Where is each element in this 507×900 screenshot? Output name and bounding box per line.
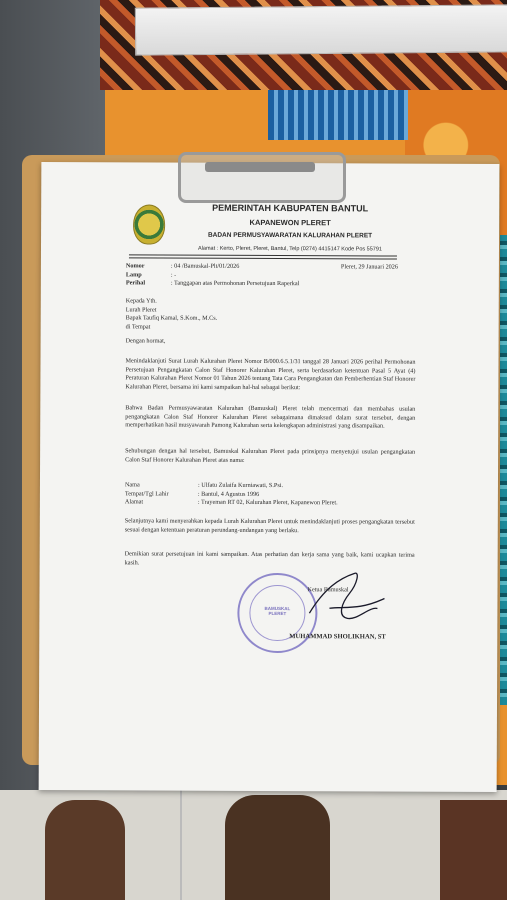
recipient-line3: Bapak Taufiq Kamal, S.Kom., M.Cs. bbox=[125, 314, 218, 322]
paragraph-4: Selanjutnya kami menyerahkan kepada Lurah Kalurahan Pleret untuk menindaklanjuti proses pengangkatan tersebut sesuai dengan ketentuan peraturan perundang-undangan yang berlaku. bbox=[124, 517, 415, 534]
paragraph-2: Bahwa Badan Permusyawaratan Kalurahan (Bamuskal) Pleret telah mencermati dan membahas usulan pengangkatan Calon Staf Honorer Kalurahan Pleret sebagaimana dimaksud dalam surat tersebut, dengan memperhatikan hasil musyawarah Pamong Kalurahan serta kelengkapan administrasi yang disampaikan. bbox=[125, 404, 416, 430]
floor-object bbox=[440, 800, 507, 900]
recipient-line2: Lurah Pleret bbox=[125, 305, 157, 314]
stamp-text: BAMUSKAL PLERET bbox=[264, 605, 291, 617]
plastic-bag bbox=[135, 4, 507, 55]
signature-title: Ketua Bamuskal bbox=[307, 586, 349, 594]
ttl-label: Tempat/Tgl Lahir bbox=[124, 489, 169, 498]
nama-value: : Ulfatu Zulaifa Kurniawati, S.Psi. bbox=[197, 481, 284, 490]
paragraph-5: Demikian surat persetujuan ini kami sampaikan. Atas perhatian dan kerja sama yang baik, kami ucapkan terima kasih. bbox=[124, 550, 415, 567]
blue-striped-cloth bbox=[268, 88, 408, 140]
lamp-label: Lamp bbox=[125, 270, 142, 279]
paragraph-3: Sehubungan dengan hal tersebut, Bamuskal Kalurahan Pleret pada prinsipnya menyetujui usulan pengangkatan Calon Staf Honorer Kalurahan Pleret atas nama: bbox=[125, 447, 416, 464]
handwritten-signature bbox=[299, 568, 389, 628]
nomor-label: Nomor bbox=[125, 262, 145, 270]
alamat-label: Alamat bbox=[124, 498, 144, 506]
perihal-label: Perihal bbox=[125, 279, 146, 287]
greeting: Dengan hormat, bbox=[125, 337, 166, 345]
letterhead-line2: KAPANEWON PLERET bbox=[249, 217, 331, 228]
left-foot bbox=[45, 800, 125, 900]
right-foot bbox=[225, 795, 330, 900]
signatory-name: MUHAMMAD SHOLIKHAN, ST bbox=[289, 633, 386, 641]
place-date: Pleret, 29 Januari 2026 bbox=[340, 263, 398, 271]
floor-tile-seam bbox=[180, 790, 182, 900]
lamp-value: : - bbox=[170, 271, 177, 279]
perihal-value: : Tanggapan atas Permohonan Persetujuan Raperkal bbox=[170, 279, 300, 288]
letterhead-line1: PEMERINTAH KABUPATEN BANTUL bbox=[212, 202, 369, 214]
ttl-value: : Bantul, 4 Agustus 1996 bbox=[197, 490, 260, 498]
recipient-line4: di Tempat bbox=[125, 323, 151, 331]
letter-document bbox=[39, 162, 500, 792]
letterhead-rule bbox=[129, 254, 397, 259]
letterhead-address: Alamat : Kerto, Pleret, Pleret, Bantul, Telp (0274) 4415147 Kode Pos 55791 bbox=[197, 245, 382, 253]
nama-label: Nama bbox=[124, 481, 140, 489]
nomor-value: : 04 /Bamuskal-Plt/01/2026 bbox=[170, 262, 240, 270]
paragraph-1: Menindaklanjuti Surat Lurah Kalurahan Pleret Nomor B/000.6.5.1/31 tanggal 28 Januari 2026 perihal Permohonan Persetujuan Pengangkatan Calon Staf Honorer Kalurahan Pleret, serta berdasarkan ketentuan Pasal 5 Ayat (4) Peraturan Kalurahan Pleret Nomor 01 Tahun 2026 tentang Tata Cara Pengangkatan dan Pemberhentian Staf Honorer Kalurahan Pleret, bersama ini kami sampaikan hal-hal sebagai berikut: bbox=[125, 357, 416, 391]
recipient-line1: Kepada Yth. bbox=[125, 297, 157, 305]
letterhead-line3: BADAN PERMUSYAWARATAN KALURAHAN PLERET bbox=[207, 231, 373, 240]
alamat-value: : Trayeman RT 02, Kalurahan Pleret, Kapanewon Pleret. bbox=[197, 498, 338, 507]
